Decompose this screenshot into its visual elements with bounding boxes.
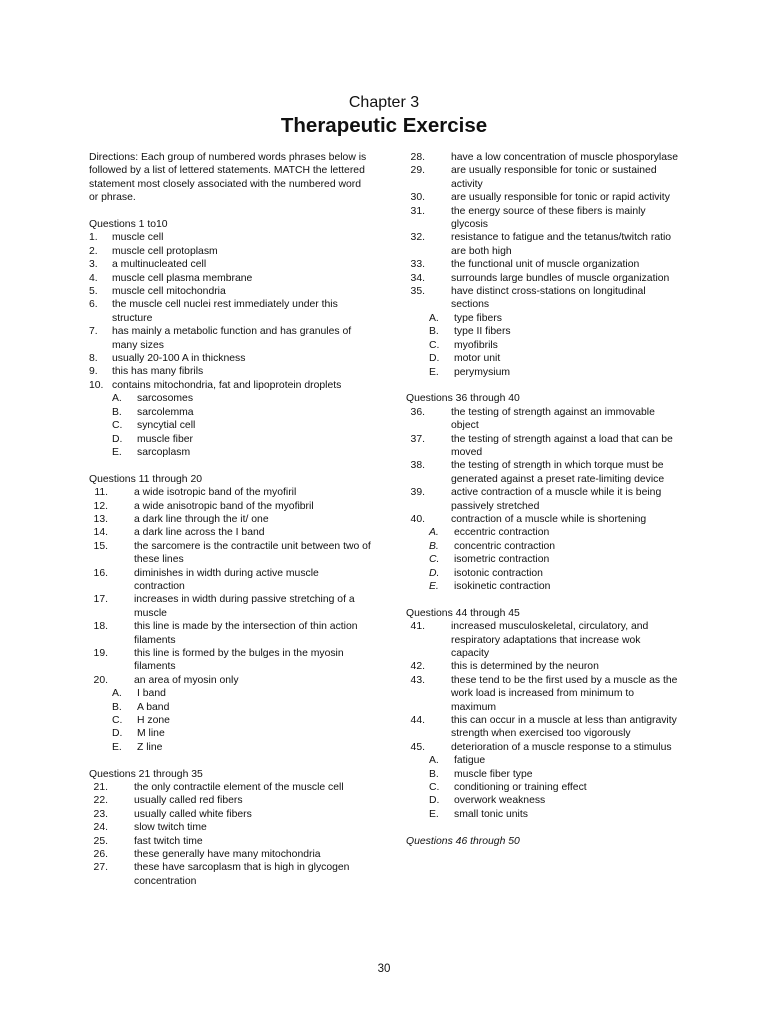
question-item bbox=[406, 231, 678, 258]
group-heading: Questions 1 to10 bbox=[89, 219, 168, 231]
answer-option bbox=[406, 768, 678, 781]
question-text: the testing of strength against an immovable object bbox=[451, 406, 655, 432]
question-item bbox=[89, 352, 371, 365]
option-letter: D. bbox=[429, 353, 440, 365]
question-number: 43. bbox=[410, 674, 425, 686]
answer-option bbox=[89, 392, 371, 405]
option-letter: D. bbox=[112, 433, 123, 445]
question-item bbox=[406, 620, 678, 660]
option-text: isokinetic contraction bbox=[454, 580, 551, 592]
option-letter: B. bbox=[429, 326, 439, 338]
question-text: increases in width during passive stretching of a muscle bbox=[134, 594, 355, 619]
question-text: the sarcomere is the contractile unit between two of these lines bbox=[134, 540, 371, 566]
option-text: muscle fiber type bbox=[454, 768, 533, 780]
option-letter: D. bbox=[112, 728, 123, 740]
option-text: eccentric contraction bbox=[454, 527, 550, 539]
question-number: 3. bbox=[89, 259, 98, 271]
group-heading: Questions 44 through 45 bbox=[406, 607, 520, 619]
question-text: a wide isotropic band of the myofiril bbox=[134, 487, 297, 499]
answer-option bbox=[406, 754, 678, 767]
option-letter: B. bbox=[112, 406, 122, 418]
question-item bbox=[406, 406, 678, 433]
group-heading: Questions 36 through 40 bbox=[406, 393, 520, 405]
option-letter: E. bbox=[429, 808, 439, 820]
question-list bbox=[406, 620, 678, 754]
question-number: 9. bbox=[89, 366, 98, 378]
question-item bbox=[406, 164, 678, 191]
question-item bbox=[89, 794, 371, 807]
option-letter: E. bbox=[112, 446, 122, 458]
question-number: 35. bbox=[410, 286, 425, 298]
question-number: 39. bbox=[410, 487, 425, 499]
question-text: usually called red fibers bbox=[134, 795, 243, 807]
question-item bbox=[89, 285, 371, 298]
answer-option bbox=[406, 781, 678, 794]
question-text: usually called white fibers bbox=[134, 808, 252, 820]
question-text: the energy source of these fibers is mainly glycosis bbox=[451, 205, 646, 231]
question-number: 19. bbox=[93, 648, 108, 659]
option-letter: C. bbox=[429, 782, 440, 794]
question-item bbox=[89, 379, 371, 392]
option-letter: C. bbox=[112, 420, 123, 432]
question-item bbox=[89, 231, 371, 244]
answer-option bbox=[406, 526, 678, 539]
question-list bbox=[406, 151, 678, 312]
option-letter: E. bbox=[112, 741, 122, 753]
group-heading: Questions 46 through 50 bbox=[406, 835, 520, 847]
question-text: this line is formed by the bulges in the myosin filaments bbox=[134, 648, 344, 673]
question-item bbox=[89, 325, 371, 352]
question-number: 4. bbox=[89, 272, 98, 284]
option-letter: E. bbox=[429, 580, 439, 592]
option-letter: B. bbox=[429, 768, 439, 780]
option-text: type II fibers bbox=[454, 326, 511, 338]
question-number: 11. bbox=[94, 487, 108, 499]
question-text: this has many fibrils bbox=[112, 366, 204, 378]
option-text: conditioning or training effect bbox=[454, 782, 587, 794]
question-item bbox=[406, 674, 678, 714]
question-item bbox=[89, 245, 371, 258]
question-number: 6. bbox=[89, 299, 98, 311]
answer-option bbox=[406, 567, 678, 580]
question-item bbox=[89, 486, 371, 499]
question-item bbox=[89, 272, 371, 285]
question-item bbox=[89, 593, 371, 620]
chapter-number: Chapter 3 bbox=[348, 94, 420, 111]
question-text: this line is made by the intersection of thin action filaments bbox=[134, 621, 358, 646]
question-number: 34. bbox=[410, 272, 425, 284]
question-number: 26. bbox=[93, 849, 108, 861]
question-number: 14. bbox=[93, 527, 108, 539]
option-text: motor unit bbox=[454, 353, 501, 365]
option-list bbox=[89, 392, 371, 459]
option-text: isometric contraction bbox=[454, 554, 550, 566]
question-text: a dark line across the I band bbox=[134, 527, 265, 539]
question-item bbox=[89, 567, 371, 594]
chapter-title: Therapeutic Exercise bbox=[280, 114, 488, 137]
question-item bbox=[89, 526, 371, 539]
directions-text: Directions: Each group of numbered words phrases below is followed by a list of lettered statements. MATCH the lettered statement most closely associated with the numbered word or phrase. bbox=[89, 152, 367, 204]
option-text: perymysium bbox=[454, 366, 511, 378]
question-number: 7. bbox=[89, 326, 98, 338]
question-item bbox=[89, 258, 371, 271]
question-text: are usually responsible for tonic or rapid activity bbox=[451, 192, 670, 204]
question-text: increased musculoskeletal, circulatory, and respiratory adaptations that increase wok capacity bbox=[451, 621, 649, 659]
option-text: sarcoplasm bbox=[137, 446, 191, 458]
answer-option bbox=[89, 727, 371, 740]
option-text: Z line bbox=[137, 741, 163, 753]
question-list bbox=[89, 231, 371, 392]
answer-option bbox=[406, 366, 678, 379]
answer-option bbox=[89, 687, 371, 700]
question-text: an area of myosin only bbox=[134, 674, 239, 686]
question-number: 15. bbox=[93, 540, 108, 552]
question-text: fast twitch time bbox=[134, 835, 203, 847]
option-text: small tonic units bbox=[454, 808, 528, 820]
question-item bbox=[89, 781, 371, 794]
question-list bbox=[89, 781, 371, 888]
question-text: these generally have many mitochondria bbox=[134, 849, 321, 861]
question-list bbox=[406, 406, 678, 527]
option-text: M line bbox=[137, 728, 165, 740]
answer-option bbox=[89, 419, 371, 432]
question-item bbox=[89, 513, 371, 526]
question-number: 33. bbox=[410, 259, 425, 271]
page-number: 30 bbox=[377, 963, 391, 975]
question-number: 20. bbox=[93, 674, 108, 686]
question-number: 5. bbox=[89, 286, 98, 298]
option-text: type fibers bbox=[454, 312, 502, 324]
question-number: 38. bbox=[410, 460, 425, 472]
question-text: the only contractile element of the muscle cell bbox=[134, 782, 344, 794]
option-letter: A. bbox=[112, 688, 122, 700]
question-number: 30. bbox=[410, 192, 425, 204]
group-heading: Questions 11 through 20 bbox=[89, 473, 203, 485]
question-text: the testing of strength in which torque must be generated against a preset rate-limiting device bbox=[451, 460, 665, 485]
question-text: are usually responsible for tonic or sustained activity bbox=[451, 165, 657, 190]
answer-option bbox=[406, 352, 678, 365]
question-item bbox=[89, 835, 371, 848]
option-text: syncytial cell bbox=[137, 420, 196, 432]
question-text: usually 20-100 A in thickness bbox=[112, 353, 246, 365]
option-text: sarcolemma bbox=[137, 406, 194, 418]
question-text: a multinucleated cell bbox=[112, 259, 207, 271]
question-item bbox=[406, 272, 678, 285]
question-item bbox=[89, 861, 371, 888]
question-text: have distinct cross-stations on longitudinal sections bbox=[451, 286, 646, 311]
question-number: 44. bbox=[410, 715, 425, 727]
question-number: 37. bbox=[410, 433, 425, 445]
option-letter: C. bbox=[429, 554, 440, 566]
question-item bbox=[406, 205, 678, 232]
question-text: these tend to be the first used by a muscle as the work load is increased from minimum to maximum bbox=[451, 674, 678, 713]
question-list bbox=[89, 486, 371, 687]
question-item bbox=[89, 821, 371, 834]
question-item bbox=[406, 151, 678, 164]
option-letter: A. bbox=[112, 393, 122, 405]
question-text: muscle cell plasma membrane bbox=[112, 272, 253, 284]
question-item bbox=[406, 741, 678, 754]
question-text: a wide anisotropic band of the myofibril bbox=[134, 500, 314, 512]
question-item bbox=[89, 620, 371, 647]
question-item bbox=[89, 848, 371, 861]
question-number: 42. bbox=[410, 661, 425, 673]
answer-option bbox=[406, 808, 678, 821]
answer-option bbox=[406, 325, 678, 338]
option-text: fatigue bbox=[454, 755, 486, 767]
question-number: 28. bbox=[410, 152, 425, 163]
answer-option bbox=[89, 714, 371, 727]
question-item bbox=[89, 540, 371, 567]
option-letter: A. bbox=[429, 527, 439, 539]
question-text: resistance to fatigue and the tetanus/twitch ratio are both high bbox=[451, 232, 672, 257]
question-number: 40. bbox=[410, 513, 425, 525]
question-text: these have sarcoplasm that is high in glycogen concentration bbox=[134, 862, 350, 887]
question-number: 32. bbox=[410, 232, 425, 244]
question-text: slow twitch time bbox=[134, 822, 207, 834]
question-number: 17. bbox=[93, 594, 108, 606]
question-number: 13. bbox=[93, 513, 108, 525]
option-text: H zone bbox=[137, 715, 170, 727]
question-text: has mainly a metabolic function and has granules of many sizes bbox=[112, 326, 352, 351]
question-number: 29. bbox=[410, 165, 425, 177]
option-letter: B. bbox=[429, 540, 439, 552]
question-number: 25. bbox=[93, 835, 108, 847]
question-item bbox=[89, 647, 371, 674]
answer-option bbox=[406, 312, 678, 325]
option-letter: D. bbox=[429, 567, 440, 579]
option-text: myofibrils bbox=[454, 339, 498, 351]
option-text: I band bbox=[137, 688, 166, 700]
answer-option bbox=[406, 339, 678, 352]
question-text: the functional unit of muscle organization bbox=[451, 259, 640, 271]
question-number: 45. bbox=[410, 741, 425, 753]
question-number: 21. bbox=[93, 782, 108, 794]
option-letter: C. bbox=[112, 715, 123, 727]
answer-option bbox=[406, 540, 678, 553]
question-item bbox=[406, 513, 678, 526]
question-number: 16. bbox=[93, 567, 108, 579]
option-letter: E. bbox=[429, 366, 439, 378]
answer-option bbox=[406, 580, 678, 593]
option-text: concentric contraction bbox=[454, 540, 556, 552]
question-item bbox=[406, 258, 678, 271]
option-list bbox=[406, 312, 678, 379]
question-item bbox=[406, 191, 678, 204]
question-number: 2. bbox=[89, 245, 98, 257]
question-text: the muscle cell nuclei rest immediately under this structure bbox=[112, 299, 338, 324]
option-list bbox=[406, 526, 678, 593]
option-letter: A. bbox=[429, 312, 439, 324]
question-text: surrounds large bundles of muscle organization bbox=[451, 272, 670, 284]
question-number: 36. bbox=[410, 406, 425, 418]
question-text: a dark line through the it/ one bbox=[134, 513, 269, 525]
question-number: 18. bbox=[93, 621, 108, 633]
question-item bbox=[89, 674, 371, 687]
option-list bbox=[406, 754, 678, 821]
question-text: contains mitochondria, fat and lipoprotein droplets bbox=[112, 379, 342, 391]
question-number: 22. bbox=[93, 795, 108, 807]
question-text: the testing of strength against a load that can be moved bbox=[451, 433, 673, 458]
option-letter: A. bbox=[429, 755, 439, 767]
question-number: 12. bbox=[93, 500, 108, 512]
question-item bbox=[406, 433, 678, 460]
answer-option bbox=[89, 433, 371, 446]
question-item bbox=[406, 285, 678, 312]
question-item bbox=[406, 486, 678, 513]
right-column bbox=[406, 151, 678, 848]
question-number: 27. bbox=[93, 862, 108, 874]
question-text: muscle cell bbox=[112, 232, 164, 244]
question-number: 1. bbox=[89, 232, 98, 244]
question-number: 31. bbox=[410, 205, 425, 217]
answer-option bbox=[89, 446, 371, 459]
question-number: 10. bbox=[89, 379, 104, 391]
question-item bbox=[406, 459, 678, 486]
question-number: 24. bbox=[93, 822, 108, 834]
option-letter: B. bbox=[112, 701, 122, 713]
question-item bbox=[89, 500, 371, 513]
question-text: have a low concentration of muscle phosporylase bbox=[451, 152, 678, 163]
question-text: muscle cell protoplasm bbox=[112, 245, 218, 257]
group-heading: Questions 21 through 35 bbox=[89, 768, 203, 780]
question-text: this can occur in a muscle at less than antigravity strength when exercised too vigorously bbox=[451, 715, 677, 740]
option-text: A band bbox=[137, 701, 170, 713]
answer-option bbox=[89, 406, 371, 419]
question-text: muscle cell mitochondria bbox=[112, 286, 226, 298]
option-letter: D. bbox=[429, 795, 440, 807]
question-item bbox=[406, 714, 678, 741]
option-text: isotonic contraction bbox=[454, 567, 543, 579]
question-item bbox=[406, 660, 678, 673]
option-text: overwork weakness bbox=[454, 795, 546, 807]
question-text: active contraction of a muscle while it is being passively stretched bbox=[451, 487, 662, 512]
answer-option bbox=[406, 794, 678, 807]
question-text: this is determined by the neuron bbox=[451, 661, 599, 673]
option-letter: C. bbox=[429, 339, 440, 351]
option-text: sarcosomes bbox=[137, 393, 194, 405]
answer-option bbox=[406, 553, 678, 566]
question-text: deterioration of a muscle response to a stimulus bbox=[451, 741, 672, 753]
question-number: 8. bbox=[89, 353, 98, 365]
question-text: contraction of a muscle while is shortening bbox=[451, 513, 647, 525]
question-number: 41. bbox=[410, 621, 425, 633]
option-text: muscle fiber bbox=[137, 433, 194, 445]
answer-option bbox=[89, 701, 371, 714]
question-text: diminishes in width during active muscle contraction bbox=[134, 567, 319, 592]
answer-option bbox=[89, 741, 371, 754]
question-item bbox=[89, 365, 371, 378]
left-column bbox=[89, 151, 371, 888]
option-list bbox=[89, 687, 371, 754]
question-item bbox=[89, 808, 371, 821]
question-item bbox=[89, 298, 371, 325]
question-number: 23. bbox=[93, 808, 108, 820]
